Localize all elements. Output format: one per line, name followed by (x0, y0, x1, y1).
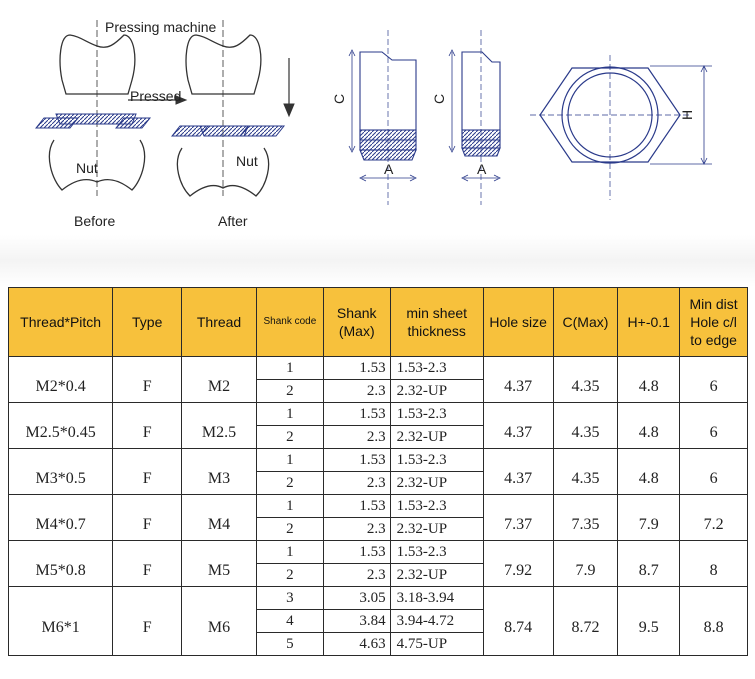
table-row (9, 403, 748, 426)
cell-type: F (113, 403, 182, 449)
installation-diagram (0, 0, 755, 235)
cell-thread: M4 (182, 495, 257, 541)
header-h-tolerance (618, 288, 680, 357)
cell-shank-code: 1 (257, 495, 324, 518)
cell-thread: M2 (182, 357, 257, 403)
cell-hole-size: 4.37 (483, 403, 553, 449)
cell-shank-code: 3 (257, 587, 324, 610)
cell-c-max: 8.72 (553, 587, 618, 656)
cell-thread: M3 (182, 449, 257, 495)
cell-shank-code: 4 (257, 610, 324, 633)
cell-c-max: 7.9 (553, 541, 618, 587)
header-min-dist-edge (680, 288, 748, 357)
cell-thread: M6 (182, 587, 257, 656)
label-pressing-machine: Pressing machine (105, 19, 217, 35)
cell-shank-code: 1 (257, 357, 324, 380)
cell-type: F (113, 449, 182, 495)
dim-a-1: A (384, 161, 394, 177)
sheet-and-nut-before (36, 114, 150, 190)
cell-shank-code: 5 (257, 633, 324, 656)
cell-shank-code: 1 (257, 403, 324, 426)
cell-shank-max: 1.53 (323, 541, 390, 564)
header-line: Type (132, 314, 163, 330)
press-die-after (186, 20, 261, 196)
header-line: Shank (336, 305, 377, 321)
cell-shank-max: 2.3 (323, 472, 390, 495)
cell-shank-code: 2 (257, 564, 324, 587)
cell-c-max: 4.35 (553, 357, 618, 403)
cell-c-max: 4.35 (553, 403, 618, 449)
header-line: Hole c/l (690, 314, 737, 330)
cell-shank-code: 1 (257, 449, 324, 472)
cell-thread-pitch: M2*0.4 (9, 357, 113, 403)
dim-h: H (679, 109, 695, 120)
header-row (9, 288, 748, 357)
dim-c-2: C (431, 93, 447, 104)
cell-shank-max: 1.53 (323, 495, 390, 518)
table-row (9, 357, 748, 380)
cell-c-max: 7.35 (553, 495, 618, 541)
cell-h-tolerance: 4.8 (618, 357, 680, 403)
dim-a-2: A (477, 161, 487, 177)
cell-min-sheet: 4.75-UP (390, 633, 483, 656)
cell-hole-size: 7.92 (483, 541, 553, 587)
nut-section-view-2 (449, 30, 500, 205)
header-line: C(Max) (562, 314, 609, 330)
cell-type: F (113, 495, 182, 541)
header-line: Thread (196, 314, 242, 330)
header-type (113, 288, 182, 357)
cell-type: F (113, 587, 182, 656)
cell-type: F (113, 541, 182, 587)
cell-shank-code: 2 (257, 380, 324, 403)
cell-min-sheet: 1.53-2.3 (390, 495, 483, 518)
cell-min-sheet: 2.32-UP (390, 426, 483, 449)
cell-shank-max: 3.84 (323, 610, 390, 633)
cell-shank-max: 4.63 (323, 633, 390, 656)
cell-min-sheet: 1.53-2.3 (390, 541, 483, 564)
cell-min-dist: 7.2 (680, 495, 748, 541)
header-shank-max (323, 288, 390, 357)
cell-thread: M5 (182, 541, 257, 587)
nut-top-view-hex (530, 55, 712, 200)
cell-min-dist: 6 (680, 403, 748, 449)
section-separator (0, 235, 755, 287)
label-after: After (218, 213, 248, 229)
cell-shank-code: 2 (257, 518, 324, 541)
dim-c-1: C (331, 93, 347, 104)
cell-min-dist: 6 (680, 449, 748, 495)
cell-shank-code: 2 (257, 472, 324, 495)
cell-thread-pitch: M5*0.8 (9, 541, 113, 587)
press-direction-arrow (284, 58, 294, 116)
header-line: (Max) (338, 323, 375, 339)
header-line: thickness (407, 323, 466, 339)
cell-hole-size: 4.37 (483, 357, 553, 403)
cell-min-dist: 6 (680, 357, 748, 403)
cell-min-sheet: 3.18-3.94 (390, 587, 483, 610)
cell-hole-size: 8.74 (483, 587, 553, 656)
label-pressed: Pressed (130, 88, 182, 104)
cell-h-tolerance: 9.5 (618, 587, 680, 656)
header-line: Thread*Pitch (20, 314, 102, 330)
header-shank-code (257, 288, 324, 357)
cell-min-sheet: 3.94-4.72 (390, 610, 483, 633)
header-line: min sheet (406, 305, 468, 321)
cell-min-dist: 8 (680, 541, 748, 587)
header-thread (182, 288, 257, 357)
label-nut-after: Nut (236, 153, 258, 169)
table-row (9, 449, 748, 472)
cell-h-tolerance: 8.7 (618, 541, 680, 587)
table-row (9, 587, 748, 610)
label-before: Before (74, 213, 116, 229)
cell-h-tolerance: 4.8 (618, 403, 680, 449)
cell-c-max: 4.35 (553, 449, 618, 495)
header-line: Shank code (263, 316, 317, 327)
cell-min-sheet: 1.53-2.3 (390, 357, 483, 380)
header-line: Min dist (689, 296, 738, 312)
sheet-and-nut-after (172, 126, 284, 196)
cell-shank-max: 2.3 (323, 426, 390, 449)
cell-min-sheet: 2.32-UP (390, 380, 483, 403)
cell-hole-size: 4.37 (483, 449, 553, 495)
cell-h-tolerance: 7.9 (618, 495, 680, 541)
cell-min-dist: 8.8 (680, 587, 748, 656)
header-line: to edge (690, 332, 737, 348)
cell-shank-max: 2.3 (323, 380, 390, 403)
cell-shank-max: 3.05 (323, 587, 390, 610)
header-thread-pitch (9, 288, 113, 357)
cell-min-sheet: 1.53-2.3 (390, 403, 483, 426)
cell-shank-max: 1.53 (323, 357, 390, 380)
cell-min-sheet: 1.53-2.3 (390, 449, 483, 472)
header-min-sheet-thickness (390, 288, 483, 357)
cell-min-sheet: 2.32-UP (390, 518, 483, 541)
cell-shank-max: 1.53 (323, 449, 390, 472)
nut-section-view-1 (349, 30, 416, 205)
table-row (9, 495, 748, 518)
header-c-max (553, 288, 618, 357)
cell-h-tolerance: 4.8 (618, 449, 680, 495)
cell-thread-pitch: M3*0.5 (9, 449, 113, 495)
header-line: Hole size (489, 314, 547, 330)
cell-type: F (113, 357, 182, 403)
table-row (9, 541, 748, 564)
cell-shank-code: 2 (257, 426, 324, 449)
header-hole-size (483, 288, 553, 357)
header-line: H+-0.1 (627, 314, 670, 330)
spec-table (8, 287, 748, 656)
cell-thread-pitch: M2.5*0.45 (9, 403, 113, 449)
cell-shank-code: 1 (257, 541, 324, 564)
cell-min-sheet: 2.32-UP (390, 472, 483, 495)
cell-shank-max: 2.3 (323, 564, 390, 587)
label-nut-before: Nut (76, 160, 98, 176)
cell-min-sheet: 2.32-UP (390, 564, 483, 587)
cell-thread-pitch: M4*0.7 (9, 495, 113, 541)
cell-thread: M2.5 (182, 403, 257, 449)
cell-hole-size: 7.37 (483, 495, 553, 541)
cell-thread-pitch: M6*1 (9, 587, 113, 656)
cell-shank-max: 1.53 (323, 403, 390, 426)
cell-shank-max: 2.3 (323, 518, 390, 541)
